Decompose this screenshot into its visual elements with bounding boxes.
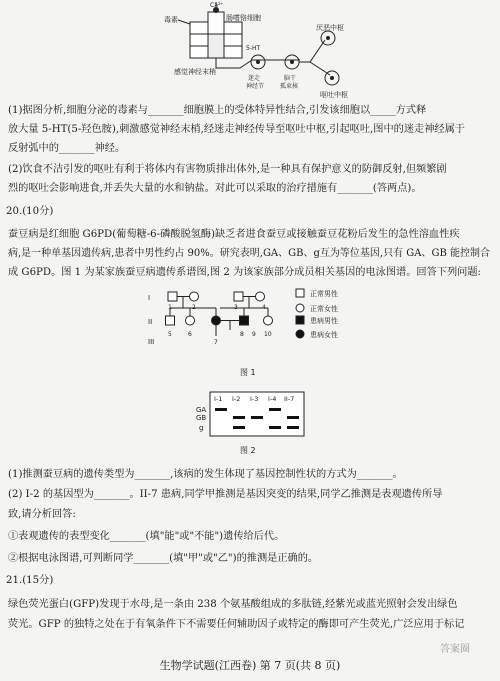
- svg-text:10: 10: [264, 331, 272, 338]
- svg-text:神经节: 神经节: [246, 83, 265, 90]
- q20-sub2-line1: (2) I-2 的基因型为_______。II-7 患病,同学甲推测是基因突变的结果,同学乙推测是表观遗传所导: [8, 489, 443, 500]
- svg-text:Ca²⁺: Ca²⁺: [210, 2, 224, 9]
- q20-header: 20.(10分): [6, 206, 54, 217]
- fig1-caption: 图 1: [240, 368, 256, 377]
- svg-text:I-2: I-2: [232, 395, 241, 403]
- svg-text:GB: GB: [196, 414, 207, 422]
- svg-text:5: 5: [168, 331, 172, 338]
- q19-part1-line2: 放大量 5-HT(5-羟色胺),刺激感觉神经末梢,经迷走神经传导至呕吐中枢,引起呕吐,图中的迷走神经属于: [8, 124, 465, 135]
- svg-text:I-4: I-4: [268, 395, 277, 403]
- pedigree-figure: [140, 286, 380, 366]
- watermark: 答案圈: [440, 644, 470, 655]
- q19-part2-line2: 烈的呕吐会影响进食,并丢失大量的水和钠盐。对此可以采取的治疗措施有_______(答两点)。: [8, 183, 422, 194]
- q19-part1-line3: 反射弧中的_______神经。: [8, 143, 126, 154]
- svg-text:1: 1: [168, 304, 172, 311]
- svg-text:g: g: [199, 424, 204, 432]
- svg-text:孤束核: 孤束核: [280, 83, 299, 90]
- q20-intro-line1: 蚕豆病是红细胞 G6PD(葡萄糖-6-磷酸脱氢酶)缺乏者进食蚕豆或接触蚕豆花粉后发生的急性溶血性疾: [8, 229, 460, 240]
- svg-text:2: 2: [192, 304, 196, 311]
- svg-text:4: 4: [262, 304, 266, 311]
- svg-text:7: 7: [214, 339, 218, 346]
- svg-text:8: 8: [240, 331, 244, 338]
- q21-header: 21.(15分): [6, 575, 54, 586]
- fig2-caption: 图 2: [240, 446, 256, 455]
- svg-text:III: III: [148, 338, 155, 346]
- q20-sub2-a: ①表观遗传的表型变化_______(填"能"或"不能")遗传给后代。: [8, 531, 285, 542]
- svg-text:6: 6: [188, 331, 192, 338]
- svg-text:厌恶中枢: 厌恶中枢: [316, 24, 344, 32]
- svg-text:正常女性: 正常女性: [310, 305, 338, 313]
- svg-text:感觉神经末梢: 感觉神经末梢: [174, 68, 216, 76]
- svg-text:9: 9: [252, 331, 256, 338]
- svg-text:I-1: I-1: [214, 395, 223, 403]
- svg-text:脑干: 脑干: [284, 75, 297, 82]
- q20-intro-line3: 成 G6PD。图 1 为某家族蚕豆病遗传系谱图,图 2 为该家族部分成员相关基因的电泳图谱。回答下列问题:: [8, 267, 481, 278]
- svg-text:肠嗜铬细胞: 肠嗜铬细胞: [226, 14, 261, 22]
- q20-intro-line2: 病,是一种单基因遗传病,患者中男性约占 90%。研究表明,GA、GB、g互为等位基因,只有 GA、GB 能控制合: [8, 248, 490, 259]
- page-footer: 生物学试题(江西卷) 第 7 页(共 8 页): [159, 659, 341, 672]
- svg-text:毒素: 毒素: [164, 16, 178, 24]
- svg-text:患病男性: 患病男性: [310, 317, 338, 325]
- mechanism-figure: [160, 0, 360, 100]
- q20-sub1: (1)推测蚕豆病的遗传类型为_______,该病的发生体现了基因控制性状的方式为_______。: [8, 469, 403, 480]
- q21-line2: 荧光。GFP 的独特之处在于有氧条件下不需要任何辅助因子或特定的酶即可产生荧光,广泛应用于标记: [8, 619, 465, 630]
- q19-part1-line1: (1)据图分析,细胞分泌的毒素与_______细胞膜上的受体特异性结合,引发该细胞以_____方式释: [8, 105, 427, 116]
- svg-text:I: I: [148, 294, 151, 302]
- svg-text:3: 3: [234, 304, 238, 311]
- svg-text:II-7: II-7: [284, 395, 295, 403]
- svg-text:5-HT: 5-HT: [246, 45, 261, 52]
- q20-sub2-b: ②根据电泳图谱,可判断同学_______(填"甲"或"乙")的推测是正确的。: [8, 553, 319, 564]
- q20-sub2-line2: 致,请分析回答:: [8, 509, 76, 520]
- svg-text:GA: GA: [196, 406, 207, 414]
- svg-text:II: II: [148, 318, 153, 326]
- svg-text:呕吐中枢: 呕吐中枢: [320, 91, 348, 99]
- svg-text:正常男性: 正常男性: [310, 290, 338, 298]
- q19-part2-line1: (2)饮食不洁引发的呕吐有利于将体内有害物质排出体外,是一种具有保护意义的防御反射,但频繁剧: [8, 164, 447, 175]
- svg-text:迷走: 迷走: [248, 75, 261, 82]
- svg-text:I-3: I-3: [250, 395, 259, 403]
- gel-figure: [196, 391, 306, 437]
- svg-text:患病女性: 患病女性: [310, 331, 338, 339]
- q21-line1: 绿色荧光蛋白(GFP)发现于水母,是一条由 238 个氨基酸组成的多肽链,经紫光或蓝光照射会发出绿色: [8, 599, 458, 610]
